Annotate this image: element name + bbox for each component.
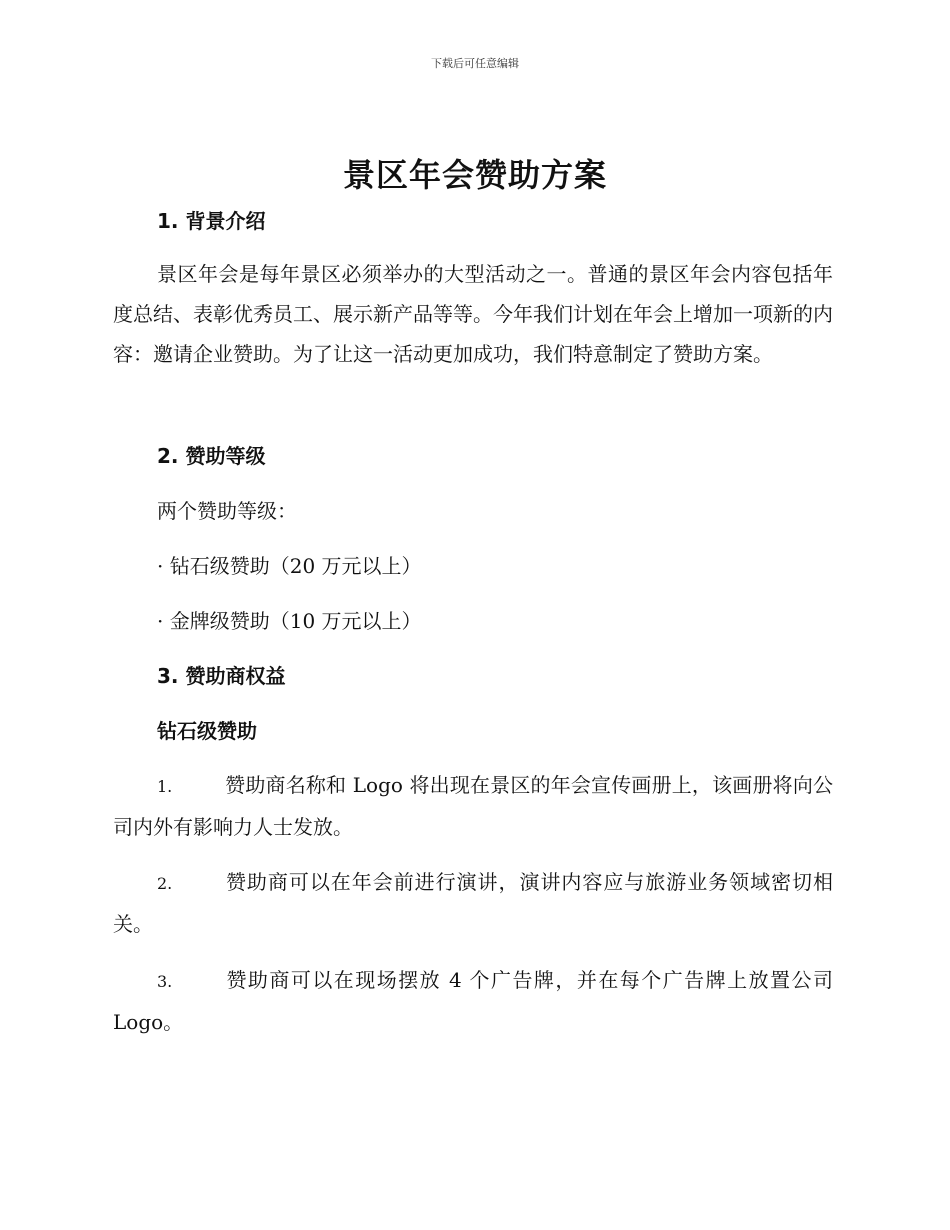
benefit-item-number: 1. — [157, 777, 173, 796]
document-title: 景区年会赞助方案 — [342, 156, 607, 194]
background-paragraph: 景区年会是每年景区必须举办的大型活动之一。普通的景区年会内容包括年度总结、表彰优秀员工、展示新产品等等。今年我们计划在年会上增加一项新的内容：邀请企业赞助。为了让这一活动更加成功，我们特意制定了赞助方案。 — [113, 262, 833, 366]
level-item-diamond: · 钻石级赞助（20 万元以上） — [157, 554, 422, 578]
page-header-note: 下载后可任意编辑 — [431, 57, 519, 70]
benefit-item-text: 赞助商名称和 Logo 将出现在景区的年会宣传画册上，该画册将向公司内外有影响力人士发放。 — [113, 773, 833, 839]
section-heading-background: 1. 背景介绍 — [157, 209, 266, 233]
benefit-item-number: 2. — [157, 874, 173, 893]
benefit-item-text: 赞助商可以在现场摆放 4 个广告牌，并在每个广告牌上放置公司 Logo。 — [113, 968, 833, 1034]
benefit-item — [113, 960, 833, 1042]
benefits-subheading-diamond: 钻石级赞助 — [157, 719, 257, 743]
level-item-gold: · 金牌级赞助（10 万元以上） — [157, 609, 422, 633]
benefit-item — [113, 862, 833, 944]
section-heading-benefits: 3. 赞助商权益 — [157, 664, 286, 688]
levels-intro: 两个赞助等级： — [157, 499, 297, 523]
section-heading-levels: 2. 赞助等级 — [157, 444, 266, 468]
benefit-item-text: 赞助商可以在年会前进行演讲，演讲内容应与旅游业务领域密切相关。 — [113, 870, 833, 936]
benefit-item — [113, 765, 833, 847]
benefit-item-number: 3. — [157, 972, 173, 991]
